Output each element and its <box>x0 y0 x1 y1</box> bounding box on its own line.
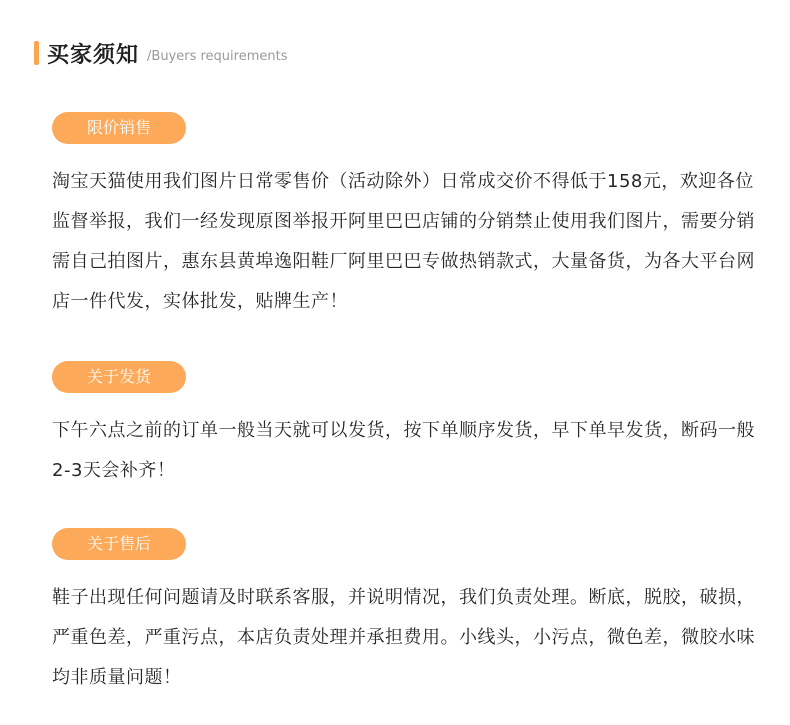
page-subtitle: /Buyers requirements <box>147 48 288 64</box>
section-price-limit <box>52 112 755 322</box>
text-line: 鞋子出现任何问题请及时联系客服，并说明情况，我们负责处理。断底，脱胶，破损， <box>52 587 755 608</box>
section-header <box>34 38 287 68</box>
section-after-sales <box>52 528 755 698</box>
section-text-price-limit <box>52 162 755 322</box>
text-line: 监督举报，我们一经发现原图举报开阿里巴巴店铺的分销禁止使用我们图片，需要分销 <box>52 211 755 232</box>
page-title: 买家须知 <box>47 42 140 68</box>
section-label-after-sales: 关于售后 <box>52 528 186 560</box>
section-text-shipping <box>52 411 755 491</box>
section-shipping <box>52 361 755 491</box>
text-line: 下午六点之前的订单一般当天就可以发货，按下单顺序发货，早下单早发货，断码一般 <box>52 420 755 441</box>
text-line: 2-3天会补齐！ <box>52 460 176 481</box>
section-label-shipping: 关于发货 <box>52 361 186 393</box>
text-line: 需自己拍图片，惠东县黄埠逸阳鞋厂阿里巴巴专做热销款式，大量备货，为各大平台网 <box>52 251 755 272</box>
text-line: 严重色差，严重污点，本店负责处理并承担费用。小线头，小污点，微色差，微胶水味 <box>52 627 755 648</box>
section-text-after-sales <box>52 578 755 698</box>
header-accent-bar <box>34 41 39 65</box>
text-line: 店一件代发，实体批发，贴牌生产！ <box>52 291 348 312</box>
section-label-price-limit: 限价销售 <box>52 112 186 144</box>
text-line: 淘宝天猫使用我们图片日常零售价（活动除外）日常成交价不得低于158元，欢迎各位 <box>52 171 754 192</box>
text-line: 均非质量问题！ <box>52 667 182 688</box>
